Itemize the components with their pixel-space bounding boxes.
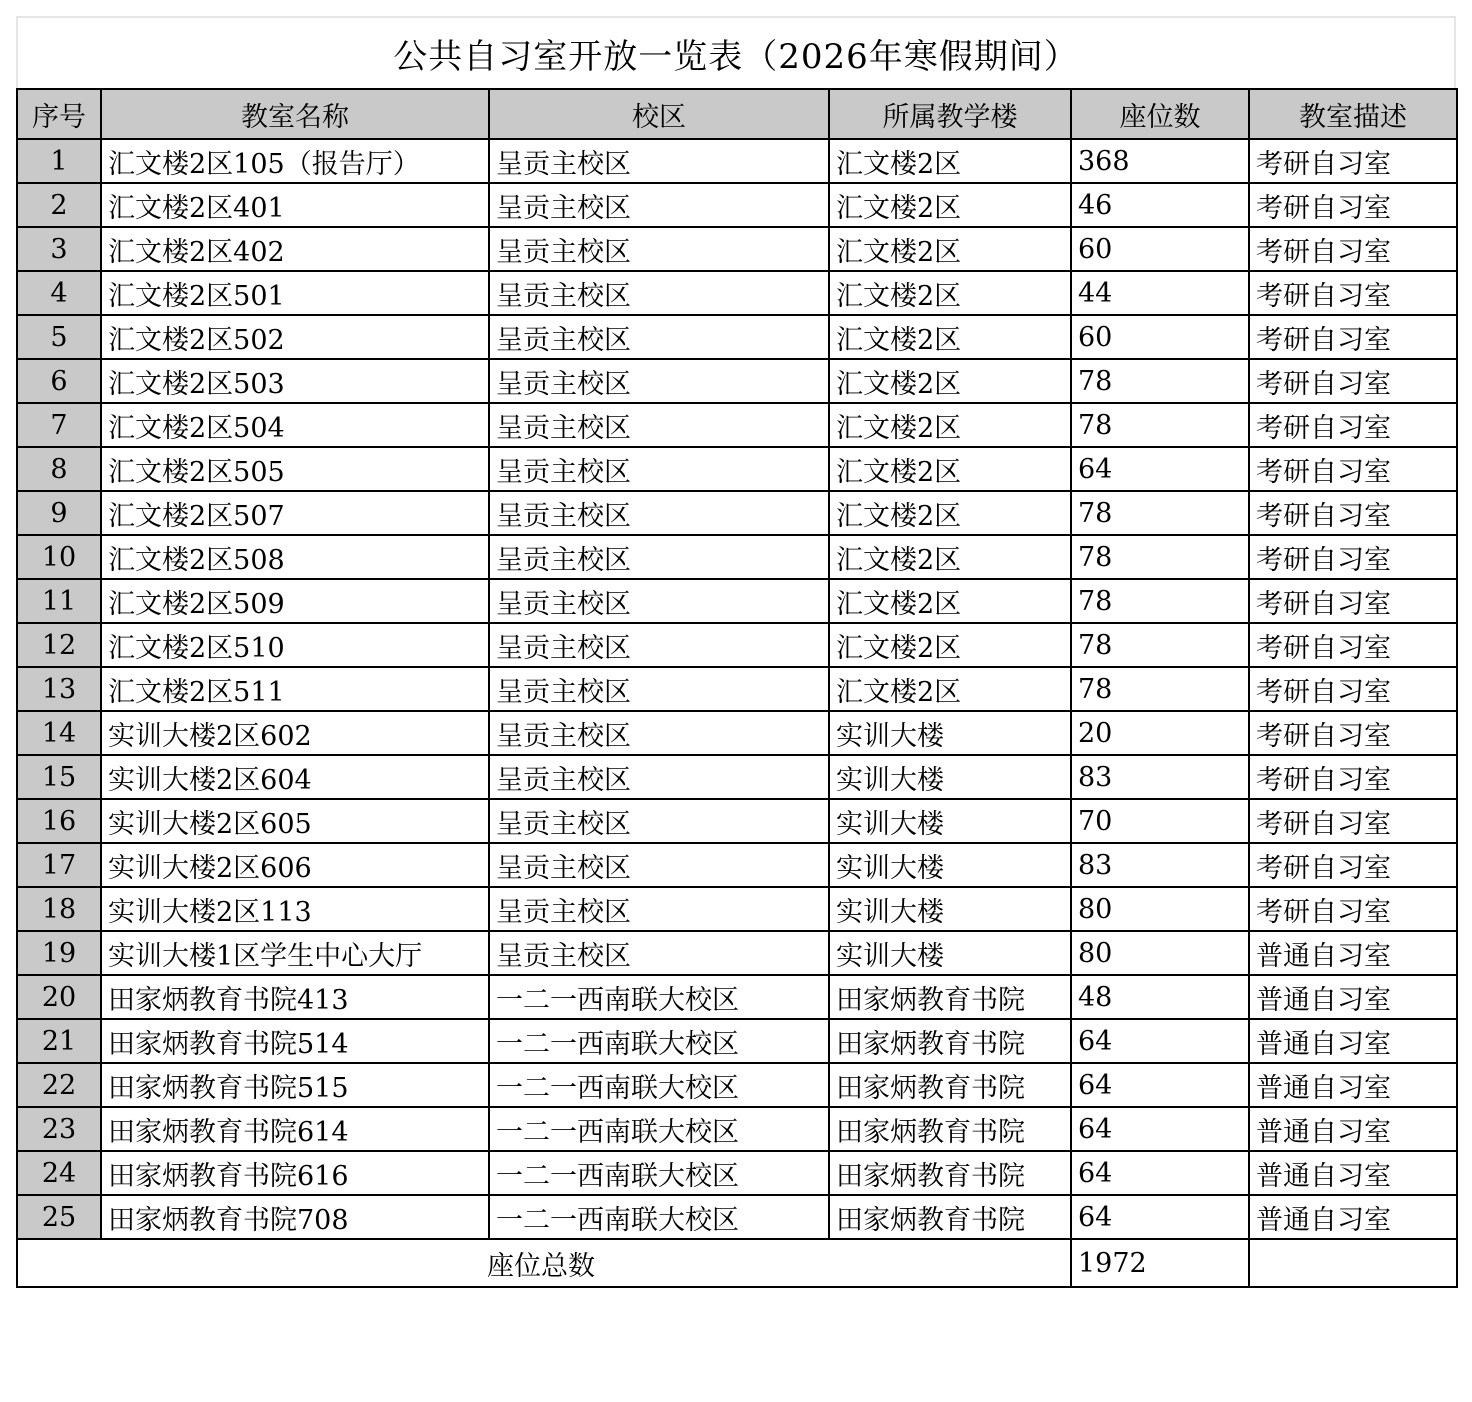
cell-room-name: 田家炳教育书院413	[101, 975, 489, 1019]
table-row	[17, 1063, 1457, 1107]
cell-index: 10	[17, 535, 101, 579]
cell-room-name: 汇文楼2区511	[101, 667, 489, 711]
cell-description: 考研自习室	[1249, 491, 1457, 535]
cell-campus: 呈贡主校区	[489, 623, 829, 667]
cell-campus: 一二一西南联大校区	[489, 1107, 829, 1151]
cell-description: 普通自习室	[1249, 1151, 1457, 1195]
cell-seats: 64	[1071, 1195, 1249, 1239]
cell-building: 汇文楼2区	[829, 315, 1071, 359]
cell-seats: 64	[1071, 1063, 1249, 1107]
cell-seats: 46	[1071, 183, 1249, 227]
table-title: 公共自习室开放一览表（2026年寒假期间）	[16, 16, 1456, 88]
cell-room-name: 汇文楼2区502	[101, 315, 489, 359]
table-row	[17, 887, 1457, 931]
cell-seats: 64	[1071, 447, 1249, 491]
cell-campus: 呈贡主校区	[489, 931, 829, 975]
cell-index: 17	[17, 843, 101, 887]
cell-description: 普通自习室	[1249, 1063, 1457, 1107]
cell-index: 6	[17, 359, 101, 403]
cell-building: 汇文楼2区	[829, 623, 1071, 667]
table-row	[17, 799, 1457, 843]
cell-index: 25	[17, 1195, 101, 1239]
cell-campus: 呈贡主校区	[489, 579, 829, 623]
cell-building: 汇文楼2区	[829, 139, 1071, 183]
cell-index: 1	[17, 139, 101, 183]
cell-index: 11	[17, 579, 101, 623]
table-row	[17, 667, 1457, 711]
cell-index: 18	[17, 887, 101, 931]
cell-index: 24	[17, 1151, 101, 1195]
cell-building: 田家炳教育书院	[829, 975, 1071, 1019]
cell-description: 普通自习室	[1249, 975, 1457, 1019]
cell-description: 考研自习室	[1249, 271, 1457, 315]
cell-index: 2	[17, 183, 101, 227]
cell-campus: 呈贡主校区	[489, 755, 829, 799]
cell-description: 考研自习室	[1249, 799, 1457, 843]
total-row	[17, 1239, 1457, 1287]
cell-room-name: 汇文楼2区505	[101, 447, 489, 491]
table-row	[17, 403, 1457, 447]
cell-building: 汇文楼2区	[829, 579, 1071, 623]
cell-seats: 20	[1071, 711, 1249, 755]
cell-index: 12	[17, 623, 101, 667]
table-body	[17, 139, 1457, 1239]
cell-index: 7	[17, 403, 101, 447]
spreadsheet	[16, 16, 1456, 1288]
table-row	[17, 843, 1457, 887]
cell-building: 实训大楼	[829, 843, 1071, 887]
cell-room-name: 汇文楼2区501	[101, 271, 489, 315]
cell-seats: 48	[1071, 975, 1249, 1019]
cell-description: 考研自习室	[1249, 315, 1457, 359]
cell-room-name: 田家炳教育书院515	[101, 1063, 489, 1107]
cell-index: 15	[17, 755, 101, 799]
col-header-building: 所属教学楼	[829, 89, 1071, 139]
cell-description: 考研自习室	[1249, 535, 1457, 579]
cell-campus: 呈贡主校区	[489, 183, 829, 227]
cell-building: 田家炳教育书院	[829, 1107, 1071, 1151]
cell-description: 考研自习室	[1249, 403, 1457, 447]
cell-index: 5	[17, 315, 101, 359]
cell-building: 汇文楼2区	[829, 447, 1071, 491]
cell-campus: 呈贡主校区	[489, 271, 829, 315]
cell-room-name: 实训大楼2区602	[101, 711, 489, 755]
table-row	[17, 579, 1457, 623]
cell-index: 9	[17, 491, 101, 535]
cell-building: 实训大楼	[829, 799, 1071, 843]
cell-seats: 64	[1071, 1151, 1249, 1195]
cell-campus: 呈贡主校区	[489, 139, 829, 183]
cell-room-name: 汇文楼2区401	[101, 183, 489, 227]
col-header-index: 序号	[17, 89, 101, 139]
cell-building: 田家炳教育书院	[829, 1151, 1071, 1195]
cell-campus: 呈贡主校区	[489, 491, 829, 535]
header-row	[17, 89, 1457, 139]
cell-building: 实训大楼	[829, 755, 1071, 799]
cell-building: 汇文楼2区	[829, 535, 1071, 579]
cell-description: 普通自习室	[1249, 1107, 1457, 1151]
cell-index: 20	[17, 975, 101, 1019]
cell-description: 普通自习室	[1249, 1019, 1457, 1063]
cell-seats: 368	[1071, 139, 1249, 183]
cell-campus: 呈贡主校区	[489, 887, 829, 931]
cell-room-name: 实训大楼1区学生中心大厅	[101, 931, 489, 975]
table-row	[17, 1019, 1457, 1063]
cell-room-name: 田家炳教育书院614	[101, 1107, 489, 1151]
cell-description: 考研自习室	[1249, 623, 1457, 667]
cell-description: 考研自习室	[1249, 711, 1457, 755]
cell-seats: 78	[1071, 359, 1249, 403]
table-row	[17, 755, 1457, 799]
cell-campus: 呈贡主校区	[489, 403, 829, 447]
cell-campus: 呈贡主校区	[489, 843, 829, 887]
cell-seats: 78	[1071, 623, 1249, 667]
cell-building: 汇文楼2区	[829, 359, 1071, 403]
table-row	[17, 931, 1457, 975]
cell-description: 考研自习室	[1249, 755, 1457, 799]
table-row	[17, 711, 1457, 755]
cell-seats: 64	[1071, 1019, 1249, 1063]
cell-index: 14	[17, 711, 101, 755]
cell-building: 田家炳教育书院	[829, 1063, 1071, 1107]
table-row	[17, 623, 1457, 667]
table-row	[17, 1195, 1457, 1239]
total-description	[1249, 1239, 1457, 1287]
classroom-table	[16, 88, 1458, 1288]
cell-seats: 78	[1071, 403, 1249, 447]
cell-campus: 呈贡主校区	[489, 447, 829, 491]
cell-room-name: 汇文楼2区105（报告厅）	[101, 139, 489, 183]
cell-room-name: 汇文楼2区508	[101, 535, 489, 579]
table-row	[17, 359, 1457, 403]
cell-seats: 64	[1071, 1107, 1249, 1151]
table-row	[17, 139, 1457, 183]
cell-room-name: 实训大楼2区605	[101, 799, 489, 843]
cell-index: 19	[17, 931, 101, 975]
cell-building: 实训大楼	[829, 887, 1071, 931]
cell-building: 汇文楼2区	[829, 667, 1071, 711]
cell-description: 考研自习室	[1249, 667, 1457, 711]
cell-index: 21	[17, 1019, 101, 1063]
total-seats: 1972	[1071, 1239, 1249, 1287]
cell-building: 汇文楼2区	[829, 183, 1071, 227]
cell-room-name: 汇文楼2区507	[101, 491, 489, 535]
cell-campus: 呈贡主校区	[489, 315, 829, 359]
table-row	[17, 491, 1457, 535]
cell-seats: 83	[1071, 755, 1249, 799]
cell-room-name: 田家炳教育书院708	[101, 1195, 489, 1239]
cell-description: 考研自习室	[1249, 887, 1457, 931]
cell-description: 普通自习室	[1249, 931, 1457, 975]
cell-room-name: 汇文楼2区503	[101, 359, 489, 403]
cell-description: 考研自习室	[1249, 579, 1457, 623]
cell-room-name: 实训大楼2区604	[101, 755, 489, 799]
cell-index: 8	[17, 447, 101, 491]
table-row	[17, 447, 1457, 491]
table-row	[17, 183, 1457, 227]
cell-room-name: 田家炳教育书院616	[101, 1151, 489, 1195]
cell-campus: 一二一西南联大校区	[489, 1195, 829, 1239]
cell-description: 考研自习室	[1249, 843, 1457, 887]
cell-room-name: 实训大楼2区606	[101, 843, 489, 887]
cell-room-name: 田家炳教育书院514	[101, 1019, 489, 1063]
cell-room-name: 实训大楼2区113	[101, 887, 489, 931]
cell-campus: 呈贡主校区	[489, 227, 829, 271]
cell-building: 实训大楼	[829, 711, 1071, 755]
cell-room-name: 汇文楼2区510	[101, 623, 489, 667]
cell-seats: 83	[1071, 843, 1249, 887]
cell-building: 田家炳教育书院	[829, 1195, 1071, 1239]
cell-seats: 78	[1071, 535, 1249, 579]
col-header-campus: 校区	[489, 89, 829, 139]
cell-index: 4	[17, 271, 101, 315]
table-row	[17, 227, 1457, 271]
cell-description: 考研自习室	[1249, 359, 1457, 403]
cell-campus: 呈贡主校区	[489, 799, 829, 843]
table-row	[17, 1107, 1457, 1151]
cell-index: 16	[17, 799, 101, 843]
cell-building: 汇文楼2区	[829, 403, 1071, 447]
cell-description: 考研自习室	[1249, 183, 1457, 227]
cell-campus: 呈贡主校区	[489, 711, 829, 755]
cell-seats: 78	[1071, 667, 1249, 711]
cell-seats: 78	[1071, 491, 1249, 535]
cell-seats: 78	[1071, 579, 1249, 623]
col-header-seats: 座位数	[1071, 89, 1249, 139]
cell-seats: 70	[1071, 799, 1249, 843]
cell-campus: 一二一西南联大校区	[489, 1063, 829, 1107]
table-row	[17, 271, 1457, 315]
table-row	[17, 1151, 1457, 1195]
table-row	[17, 975, 1457, 1019]
col-header-room-name: 教室名称	[101, 89, 489, 139]
cell-room-name: 汇文楼2区402	[101, 227, 489, 271]
cell-campus: 呈贡主校区	[489, 535, 829, 579]
cell-description: 考研自习室	[1249, 447, 1457, 491]
cell-index: 13	[17, 667, 101, 711]
cell-campus: 呈贡主校区	[489, 359, 829, 403]
table-row	[17, 535, 1457, 579]
cell-campus: 一二一西南联大校区	[489, 1151, 829, 1195]
cell-building: 实训大楼	[829, 931, 1071, 975]
cell-campus: 呈贡主校区	[489, 667, 829, 711]
cell-seats: 60	[1071, 227, 1249, 271]
cell-description: 普通自习室	[1249, 1195, 1457, 1239]
cell-seats: 60	[1071, 315, 1249, 359]
cell-building: 汇文楼2区	[829, 227, 1071, 271]
col-header-description: 教室描述	[1249, 89, 1457, 139]
cell-building: 汇文楼2区	[829, 271, 1071, 315]
cell-building: 田家炳教育书院	[829, 1019, 1071, 1063]
cell-seats: 44	[1071, 271, 1249, 315]
cell-campus: 一二一西南联大校区	[489, 1019, 829, 1063]
cell-campus: 一二一西南联大校区	[489, 975, 829, 1019]
cell-index: 22	[17, 1063, 101, 1107]
cell-index: 3	[17, 227, 101, 271]
cell-description: 考研自习室	[1249, 139, 1457, 183]
cell-room-name: 汇文楼2区504	[101, 403, 489, 447]
cell-description: 考研自习室	[1249, 227, 1457, 271]
cell-room-name: 汇文楼2区509	[101, 579, 489, 623]
cell-seats: 80	[1071, 887, 1249, 931]
cell-building: 汇文楼2区	[829, 491, 1071, 535]
table-row	[17, 315, 1457, 359]
cell-index: 23	[17, 1107, 101, 1151]
cell-seats: 80	[1071, 931, 1249, 975]
total-label: 座位总数	[17, 1239, 1071, 1287]
